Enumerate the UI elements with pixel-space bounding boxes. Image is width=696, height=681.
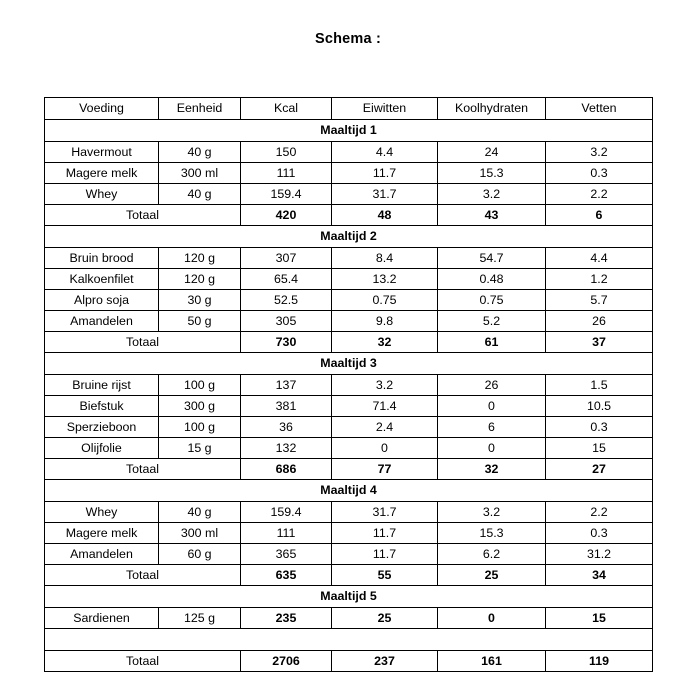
- cell-vetten: 1.2: [546, 269, 653, 290]
- meal-total-label: Totaal: [45, 459, 241, 480]
- cell-voeding: Biefstuk: [45, 396, 159, 417]
- cell-eenheid: 300 ml: [159, 163, 241, 184]
- meal-heading-label: Maaltijd 2: [45, 226, 653, 248]
- cell-voeding: Whey: [45, 184, 159, 205]
- meal-total-eiwitten: 32: [332, 332, 438, 353]
- meal-heading-row: [45, 480, 653, 502]
- cell-eiwitten: 13.2: [332, 269, 438, 290]
- cell-eiwitten: 11.7: [332, 163, 438, 184]
- cell-eenheid: 15 g: [159, 438, 241, 459]
- meal-total-koolhydraten: 43: [438, 205, 546, 226]
- cell-kcal: 52.5: [241, 290, 332, 311]
- cell-kcal: 365: [241, 544, 332, 565]
- cell-kcal: 111: [241, 163, 332, 184]
- cell-eiwitten: 8.4: [332, 248, 438, 269]
- cell-vetten: 0.3: [546, 417, 653, 438]
- cell-vetten: 26: [546, 311, 653, 332]
- meal-total-vetten: 6: [546, 205, 653, 226]
- cell-eenheid: 100 g: [159, 375, 241, 396]
- cell-eenheid: 50 g: [159, 311, 241, 332]
- column-header-eiwitten: Eiwitten: [332, 98, 438, 120]
- header-row: [45, 98, 653, 120]
- cell-kcal: 235: [241, 608, 332, 629]
- meal-total-eiwitten: 48: [332, 205, 438, 226]
- table-row: [45, 184, 653, 205]
- meal-heading-label: Maaltijd 4: [45, 480, 653, 502]
- cell-eiwitten: 0: [332, 438, 438, 459]
- grand-total-kcal: 2706: [241, 651, 332, 672]
- cell-vetten: 0.3: [546, 523, 653, 544]
- spacer-cell: [45, 629, 653, 651]
- schema-table-container: [44, 97, 652, 672]
- cell-eiwitten: 3.2: [332, 375, 438, 396]
- cell-vetten: 3.2: [546, 142, 653, 163]
- cell-vetten: 15: [546, 438, 653, 459]
- cell-eenheid: 120 g: [159, 269, 241, 290]
- meal-heading-row: [45, 226, 653, 248]
- cell-eiwitten: 11.7: [332, 544, 438, 565]
- cell-eenheid: 40 g: [159, 142, 241, 163]
- meal-total-koolhydraten: 25: [438, 565, 546, 586]
- table-body: [45, 120, 653, 672]
- table-row: [45, 248, 653, 269]
- cell-koolhydraten: 6.2: [438, 544, 546, 565]
- cell-eiwitten: 11.7: [332, 523, 438, 544]
- cell-koolhydraten: 0: [438, 438, 546, 459]
- meal-heading-row: [45, 120, 653, 142]
- meal-total-kcal: 635: [241, 565, 332, 586]
- meal-heading-row: [45, 586, 653, 608]
- column-header-voeding: Voeding: [45, 98, 159, 120]
- cell-vetten: 10.5: [546, 396, 653, 417]
- cell-eenheid: 40 g: [159, 184, 241, 205]
- meal-total-label: Totaal: [45, 205, 241, 226]
- cell-voeding: Havermout: [45, 142, 159, 163]
- meal-heading-label: Maaltijd 5: [45, 586, 653, 608]
- meal-heading-row: [45, 353, 653, 375]
- table-row: [45, 163, 653, 184]
- cell-voeding: Bruin brood: [45, 248, 159, 269]
- table-row: [45, 269, 653, 290]
- cell-voeding: Olijfolie: [45, 438, 159, 459]
- cell-eiwitten: 31.7: [332, 184, 438, 205]
- column-header-vetten: Vetten: [546, 98, 653, 120]
- cell-eenheid: 60 g: [159, 544, 241, 565]
- cell-koolhydraten: 3.2: [438, 184, 546, 205]
- meal-total-label: Totaal: [45, 565, 241, 586]
- meal-total-vetten: 34: [546, 565, 653, 586]
- cell-voeding: Whey: [45, 502, 159, 523]
- table-row: [45, 544, 653, 565]
- cell-eenheid: 300 g: [159, 396, 241, 417]
- meal-total-kcal: 420: [241, 205, 332, 226]
- cell-koolhydraten: 0: [438, 396, 546, 417]
- cell-voeding: Sardienen: [45, 608, 159, 629]
- spacer-row: [45, 629, 653, 651]
- cell-voeding: Sperzieboon: [45, 417, 159, 438]
- table-row: [45, 311, 653, 332]
- cell-eiwitten: 71.4: [332, 396, 438, 417]
- cell-eenheid: 120 g: [159, 248, 241, 269]
- cell-eenheid: 40 g: [159, 502, 241, 523]
- cell-koolhydraten: 3.2: [438, 502, 546, 523]
- meal-heading-label: Maaltijd 3: [45, 353, 653, 375]
- table-row: [45, 438, 653, 459]
- cell-koolhydraten: 0: [438, 608, 546, 629]
- meal-total-row: [45, 332, 653, 353]
- table-row: [45, 375, 653, 396]
- grand-total-row: [45, 651, 653, 672]
- grand-total-eiwitten: 237: [332, 651, 438, 672]
- meal-total-kcal: 730: [241, 332, 332, 353]
- cell-eiwitten: 0.75: [332, 290, 438, 311]
- table-header: [45, 98, 653, 120]
- cell-koolhydraten: 15.3: [438, 163, 546, 184]
- table-row: [45, 523, 653, 544]
- cell-eenheid: 100 g: [159, 417, 241, 438]
- meal-total-koolhydraten: 61: [438, 332, 546, 353]
- cell-koolhydraten: 15.3: [438, 523, 546, 544]
- cell-vetten: 2.2: [546, 184, 653, 205]
- cell-koolhydraten: 54.7: [438, 248, 546, 269]
- cell-kcal: 150: [241, 142, 332, 163]
- table-row: [45, 290, 653, 311]
- meal-total-kcal: 686: [241, 459, 332, 480]
- page-title: Schema :: [314, 31, 382, 47]
- cell-eiwitten: 2.4: [332, 417, 438, 438]
- cell-koolhydraten: 6: [438, 417, 546, 438]
- cell-kcal: 65.4: [241, 269, 332, 290]
- cell-kcal: 137: [241, 375, 332, 396]
- cell-vetten: 0.3: [546, 163, 653, 184]
- table-row: [45, 417, 653, 438]
- cell-eenheid: 30 g: [159, 290, 241, 311]
- meal-total-row: [45, 459, 653, 480]
- cell-voeding: Alpro soja: [45, 290, 159, 311]
- cell-eiwitten: 9.8: [332, 311, 438, 332]
- cell-kcal: 381: [241, 396, 332, 417]
- meal-total-eiwitten: 77: [332, 459, 438, 480]
- column-header-koolhydraten: Koolhydraten: [438, 98, 546, 120]
- cell-vetten: 4.4: [546, 248, 653, 269]
- cell-koolhydraten: 5.2: [438, 311, 546, 332]
- cell-kcal: 159.4: [241, 184, 332, 205]
- grand-total-label: Totaal: [45, 651, 241, 672]
- cell-eiwitten: 25: [332, 608, 438, 629]
- cell-kcal: 305: [241, 311, 332, 332]
- cell-vetten: 2.2: [546, 502, 653, 523]
- column-header-eenheid: Eenheid: [159, 98, 241, 120]
- column-header-kcal: Kcal: [241, 98, 332, 120]
- cell-eiwitten: 31.7: [332, 502, 438, 523]
- cell-kcal: 159.4: [241, 502, 332, 523]
- cell-vetten: 5.7: [546, 290, 653, 311]
- cell-eiwitten: 4.4: [332, 142, 438, 163]
- meal-total-row: [45, 205, 653, 226]
- meal-total-vetten: 27: [546, 459, 653, 480]
- meal-total-label: Totaal: [45, 332, 241, 353]
- table-row: [45, 396, 653, 417]
- cell-voeding: Magere melk: [45, 163, 159, 184]
- table-row: [45, 142, 653, 163]
- nutrition-schedule-table: [44, 97, 653, 672]
- meal-total-vetten: 37: [546, 332, 653, 353]
- grand-total-vetten: 119: [546, 651, 653, 672]
- cell-eenheid: 300 ml: [159, 523, 241, 544]
- cell-koolhydraten: 24: [438, 142, 546, 163]
- cell-kcal: 307: [241, 248, 332, 269]
- cell-vetten: 31.2: [546, 544, 653, 565]
- cell-eenheid: 125 g: [159, 608, 241, 629]
- meal-total-eiwitten: 55: [332, 565, 438, 586]
- cell-koolhydraten: 26: [438, 375, 546, 396]
- cell-vetten: 15: [546, 608, 653, 629]
- cell-koolhydraten: 0.75: [438, 290, 546, 311]
- cell-kcal: 132: [241, 438, 332, 459]
- cell-kcal: 111: [241, 523, 332, 544]
- cell-voeding: Kalkoenfilet: [45, 269, 159, 290]
- meal-total-row: [45, 565, 653, 586]
- meal-heading-label: Maaltijd 1: [45, 120, 653, 142]
- cell-voeding: Amandelen: [45, 544, 159, 565]
- cell-voeding: Magere melk: [45, 523, 159, 544]
- cell-voeding: Amandelen: [45, 311, 159, 332]
- cell-koolhydraten: 0.48: [438, 269, 546, 290]
- cell-voeding: Bruine rijst: [45, 375, 159, 396]
- table-row: [45, 502, 653, 523]
- meal-total-koolhydraten: 32: [438, 459, 546, 480]
- grand-total-koolhydraten: 161: [438, 651, 546, 672]
- cell-kcal: 36: [241, 417, 332, 438]
- table-row: [45, 608, 653, 629]
- cell-vetten: 1.5: [546, 375, 653, 396]
